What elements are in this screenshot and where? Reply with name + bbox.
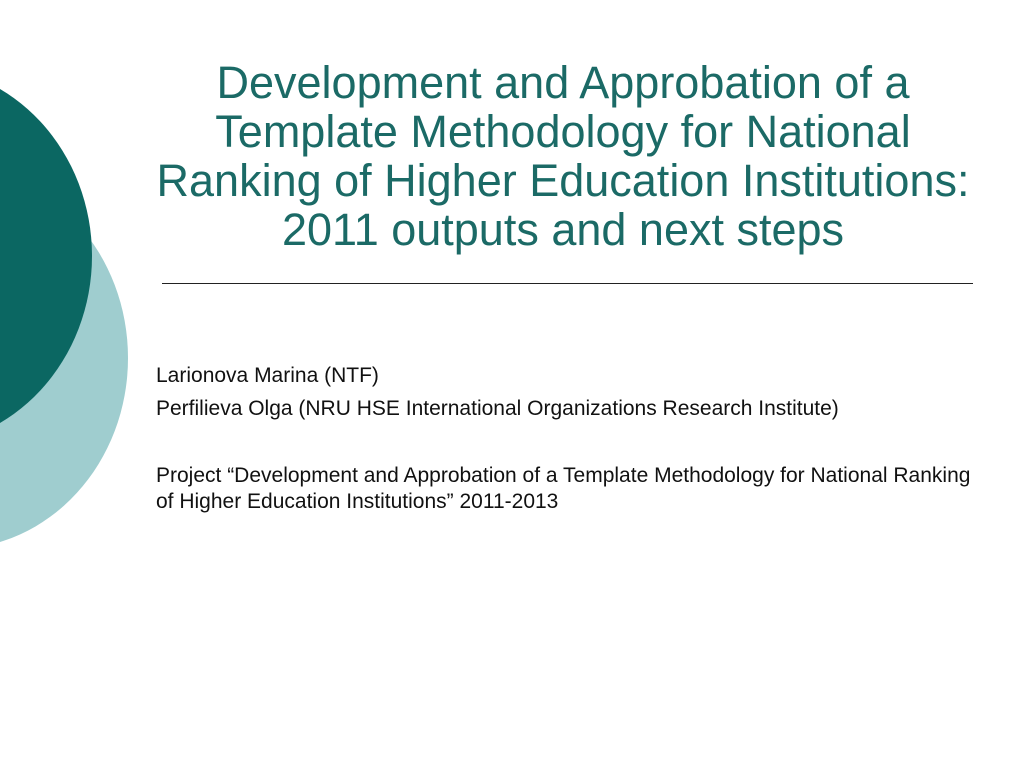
title-divider [162,283,973,284]
project-description: Project “Development and Approbation of a Template Methodology for National Ranking of Higher Education Institutions” 2011-2013 [156,464,971,513]
author-line: Larionova Marina (NTF) [156,364,379,387]
author-line: Perfilieva Olga (NRU HSE International Organizations Research Institute) [156,397,839,420]
slide-body [156,363,976,515]
slide-title: Development and Approbation of a Template Methodology for National Ranking of Higher Education Institutions: 2011 outputs and next steps [156,57,970,255]
